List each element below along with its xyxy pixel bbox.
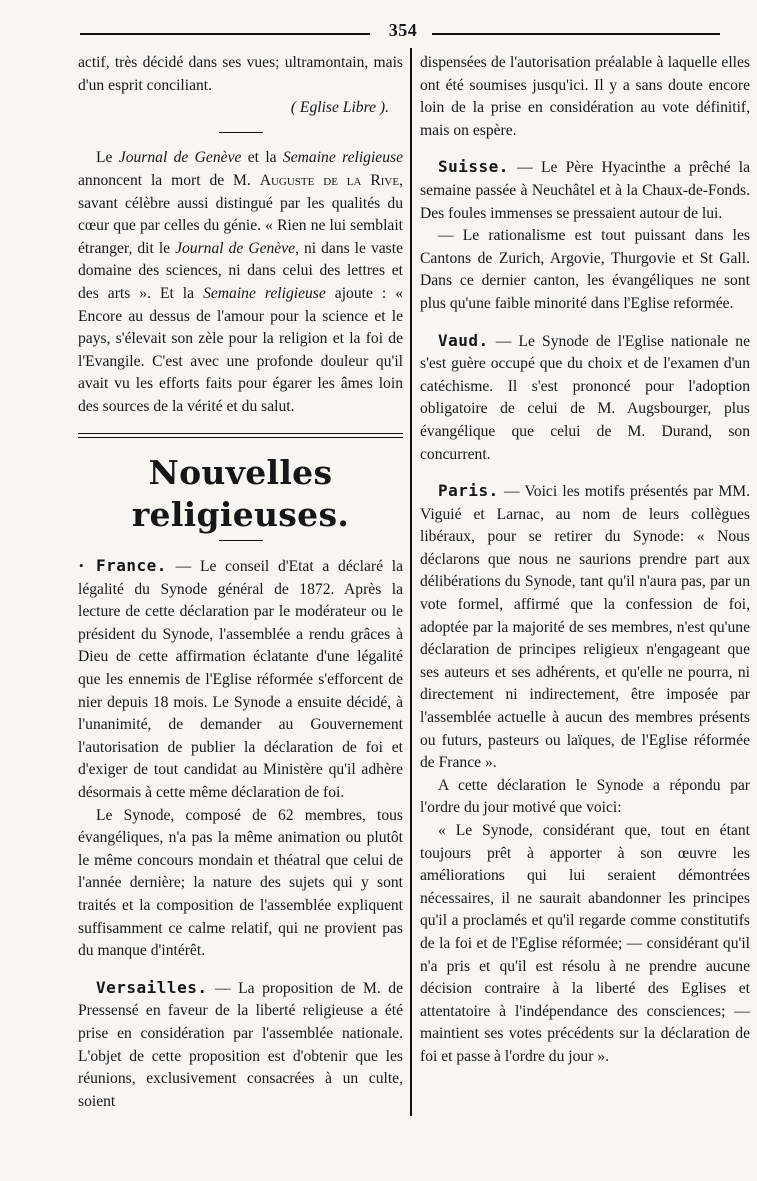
page-header [80, 20, 720, 44]
ordre-du-jour-paragraph: « Le Synode, considérant que, tout en étant toujours prêt à apporter à son œuvre les améliorations qui lui seraient démontrées nécessaires, il ne saurait abandonner les principes qu'il a proclamés et qu'il regarde comme constitutifs de la foi et de l'Eglise réformée; — considérant qu'il n'a pris et qu'il est résolu à ne prendre aucune décision contraire à la liberté des Eglises et attentatoire à l'indépendance des consciences; — maintient ses votes précédents sur la déclaration de foi et passe à l'ordre du jour ». [420, 822, 750, 1065]
person-name: Auguste de la Rive [259, 171, 400, 189]
right-column [420, 52, 750, 1172]
short-rule [219, 540, 263, 542]
carry-over-paragraph: actif, très décidé dans ses vues; ultramontain, mais d'un esprit conciliant. [78, 54, 403, 94]
source-attribution: ( Eglise Libre ). [290, 99, 389, 117]
vaud-paragraph: Vaud. — Le Synode de l'Eglise nationale ne s'est guère occupé que du choix et de l'examen d'un catéchisme. Il s'est prononcé pour l'adoption obligatoire de celui de M. Augsbourger, plus évangélique que celui de M. Durand, son concurrent. [420, 330, 750, 463]
carry-over-paragraph: dispensées de l'autorisation préalable à laquelle elles ont été soumises jusqu'ici. Il y a sans doute encore loin de la prise en considération au vote définitif, mais on espère. [420, 54, 750, 139]
geneve-paragraph: Le Journal de Genève et la Semaine religieuse annoncent la mort de M. Auguste de la Rive, savant célèbre aussi distingué par les qualités du cœur que par celles du génie. « Rien ne lui semblait étranger, dit le Journal de Genève, ni dans le vaste domaine des sciences, ni dans celui des lettres et des arts ». Et la Semaine religieuse ajoute : « Encore au dessus de l'amour pour la science et le pays, s'élevait son zèle pour la religion et la foi de l'Evangile. C'est avec une profonde douleur qu'il avait vu les efforts faits pour égarer les âmes loin des sources de la vérité et du salut. [78, 149, 403, 415]
france-paragraph: • France. — Le conseil d'Etat a déclaré la légalité du Synode général de 1872. Après la lecture de cette déclaration par le modérateur ou le président du Synode, l'assemblée a rendu grâces à Dieu de cette affirmation éclatante d'une légalité que les ennemis de l'Eglise réformée s'efforcent de nier depuis 18 mois. Le Synode a ensuite décidé, à l'unanimité, de demander au Gouvernement l'autorisation de publier la déclaration de foi et d'exiger de tout candidat au Ministère qu'il adhère désormais à cette même déclaration de foi. [78, 555, 403, 805]
header-rule-left [80, 33, 370, 35]
heading-suisse: Suisse. [438, 157, 509, 177]
synode-paragraph: Le Synode, composé de 62 membres, tous évangéliques, n'a pas la même animation ou plutôt le même concours mondain et théatral que celui de l'année dernière; la nature des sujets qui y sont traités et la composition de l'assemblée expliquent suffisamment ce calme relatif, qui ne provient pas du manque d'intérêt. [78, 806, 403, 960]
versailles-paragraph: Versailles. — La proposition de M. de Pressensé en faveur de la liberté religieuse a été prise en considération par l'assemblée nationale. L'objet de cette proposition est d'obtenir que les réunions, exclusivement consacrées à un culte, soient [78, 977, 403, 1110]
section-title: Nouvelles religieuses. [131, 452, 350, 534]
rationalisme-paragraph: — Le rationalisme est tout puissant dans les Cantons de Zurich, Argovie, Thurgovie et St Gall. Dans ce dernier canton, les évangéliques ne sont plus qu'une faible minorité dans l'Eglise reformée. [420, 227, 750, 312]
page-number: 354 [388, 20, 418, 40]
left-column [78, 52, 403, 1172]
suisse-paragraph: Suisse. — Le Père Hyacinthe a prêché la semaine passée à Neuchâtel et à la Chaux-de-Fonds. Des foules immenses se pressaient autour de lui. [420, 157, 750, 222]
heading-france: France. [96, 556, 167, 576]
heading-versailles: Versailles. [96, 977, 208, 997]
reponse-paragraph: A cette déclaration le Synode a répondu par l'ordre du jour motivé que voici: [420, 776, 750, 817]
header-rule-right [432, 33, 720, 35]
column-divider [410, 48, 412, 1116]
heading-vaud: Vaud. [438, 330, 489, 350]
heading-paris: Paris. [438, 481, 499, 501]
double-rule [78, 433, 403, 438]
paris-paragraph: Paris. — Voici les motifs présentés par MM. Viguié et Larnac, au nom de leurs collègues libéraux, pour se retirer du Synode: « Nous déclarons que nous ne saurions prendre part aux délibérations du Synode, tant qu'il n'aura pas, par un vote formel, affirmé que la confession de foi, adoptée par la majorité de ses membres, n'est qu'une déclaration de principes religieux n'engageant que ses auteurs et ses adhérents, et qu'elle ne pourra, ni directement ni indirectement, être imposée par l'assemblée actuelle à aucun des membres présents ou futurs, pasteurs ou laïques, de l'Eglise réformée de France ». [420, 481, 750, 772]
bullet-mark: • [79, 558, 84, 574]
short-rule [219, 132, 263, 134]
